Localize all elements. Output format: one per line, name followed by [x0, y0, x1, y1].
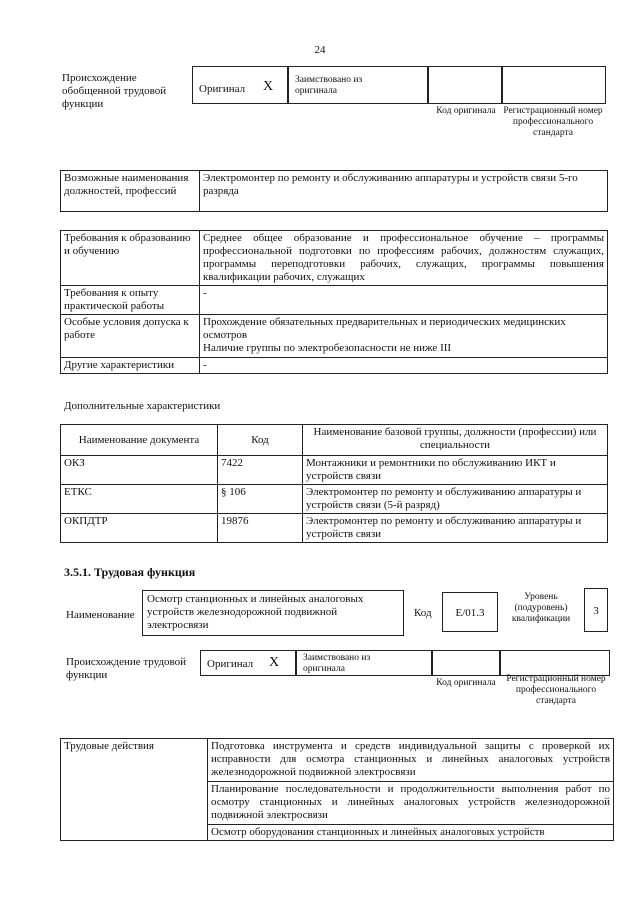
origin2-borrowed-cell: [296, 650, 432, 676]
row-document: ЕТКС: [61, 485, 218, 514]
row-document: ОКПДТР: [61, 514, 218, 543]
origin2-original-cell: [200, 650, 296, 676]
actions-table: [60, 738, 614, 841]
header-document: Наименование документа: [61, 425, 218, 456]
origin2-label: Происхождение трудовой функции: [66, 656, 187, 681]
table-row: [61, 456, 608, 485]
origin-borrowed-label: Заимствовано из оригинала: [295, 75, 363, 96]
origin2-original-mark: X: [269, 655, 280, 670]
origin2-reg-cell: [500, 650, 610, 676]
origin-borrowed-cell: [288, 66, 428, 104]
positions-table: [60, 170, 608, 212]
row-code: 19876: [218, 514, 303, 543]
header-code: Код: [218, 425, 303, 456]
requirement-value: -: [200, 358, 608, 374]
table-header-row: [61, 425, 608, 456]
origin-original-mark: X: [263, 79, 274, 94]
row-group: Электромонтер по ремонту и обслуживанию аппаратуры и устройств связи: [303, 514, 608, 543]
table-row: [61, 231, 608, 286]
header-group: Наименование базовой группы, должности (профессии) или специальности: [303, 425, 608, 456]
level-value: 3: [584, 588, 608, 632]
origin2-code-cell: [432, 650, 500, 676]
origin-reg-cell: [502, 66, 606, 104]
code-label: Код: [414, 607, 432, 619]
name-label: Наименование: [66, 609, 135, 621]
requirement-value: Среднее общее образование и профессиональное обучение – программы профессиональной подготовки по профессиям рабочих, должностям служащих, программы переподготовки рабочих, служащих, программы повышения квалификации рабочих, служащих: [200, 231, 608, 286]
positions-value: Электромонтер по ремонту и обслуживанию аппаратуры и устройств связи 5-го разряда: [200, 171, 608, 212]
requirement-value: -: [200, 286, 608, 315]
table-row: [61, 315, 608, 358]
table-row: [61, 358, 608, 374]
row-code: 7422: [218, 456, 303, 485]
requirement-value: [200, 315, 608, 358]
table-row: [61, 286, 608, 315]
requirement-label: Требования к образованию и обучению: [61, 231, 200, 286]
row-document: ОКЗ: [61, 456, 218, 485]
actions-label: Трудовые действия: [61, 739, 208, 841]
table-row: [61, 485, 608, 514]
level-label: Уровень (подуровень) квалификации: [511, 592, 571, 624]
table-row: [61, 514, 608, 543]
origin2-borrowed-label: Заимствовано из оригинала: [303, 653, 371, 674]
requirement-label: Особые условия допуска к работе: [61, 315, 200, 358]
code-value: E/01.3: [442, 592, 498, 632]
requirement-value-line1: Прохождение обязательных предварительных и периодических медицинских осмотров: [203, 316, 566, 341]
origin-label: Происхождение обобщенной трудовой функции: [62, 72, 167, 110]
origin-original-label: Оригинал: [199, 83, 246, 95]
origin-reg-label: Регистрационный номер профессионального стандарта: [503, 106, 603, 138]
additional-title: Дополнительные характеристики: [64, 400, 221, 412]
requirement-value-line2: Наличие группы по электробезопасности не ниже III: [203, 342, 452, 354]
action-item: Подготовка инструмента и средств индивидуальной защиты с проверкой их исправности для осмотра станционных и линейных аналоговых устройств железнодорожной подвижной электросвязи: [208, 739, 614, 782]
row-group: Электромонтер по ремонту и обслуживанию аппаратуры и устройств связи (5-й разряд): [303, 485, 608, 514]
origin-code-label: Код оригинала: [436, 106, 496, 116]
origin2-reg-label: Регистрационный номер профессионального стандарта: [506, 674, 606, 706]
origin-code-cell: [428, 66, 502, 104]
section-title: 3.5.1. Трудовая функция: [64, 565, 196, 579]
requirement-label: Другие характеристики: [61, 358, 200, 374]
name-value: Осмотр станционных и линейных аналоговых устройств железнодорожной подвижной электросвязи: [142, 590, 404, 636]
action-item: Планирование последовательности и продолжительности выполнения работ по осмотру станционных и линейных аналоговых устройств железнодорожной подвижной электросвязи: [208, 782, 614, 825]
origin2-code-label: Код оригинала: [436, 678, 496, 688]
row-code: § 106: [218, 485, 303, 514]
requirement-label: Требования к опыту практической работы: [61, 286, 200, 315]
origin2-original-label: Оригинал: [207, 658, 254, 670]
row-group: Монтажники и ремонтники по обслуживанию ИКТ и устройств связи: [303, 456, 608, 485]
table-row: [61, 739, 614, 782]
origin-original-cell: [192, 66, 288, 104]
action-item: Осмотр оборудования станционных и линейных аналоговых устройств: [208, 825, 614, 841]
page-number: 24: [314, 44, 326, 56]
requirements-table: [60, 230, 608, 374]
positions-label: Возможные наименования должностей, профессий: [61, 171, 200, 212]
additional-table: [60, 424, 608, 543]
